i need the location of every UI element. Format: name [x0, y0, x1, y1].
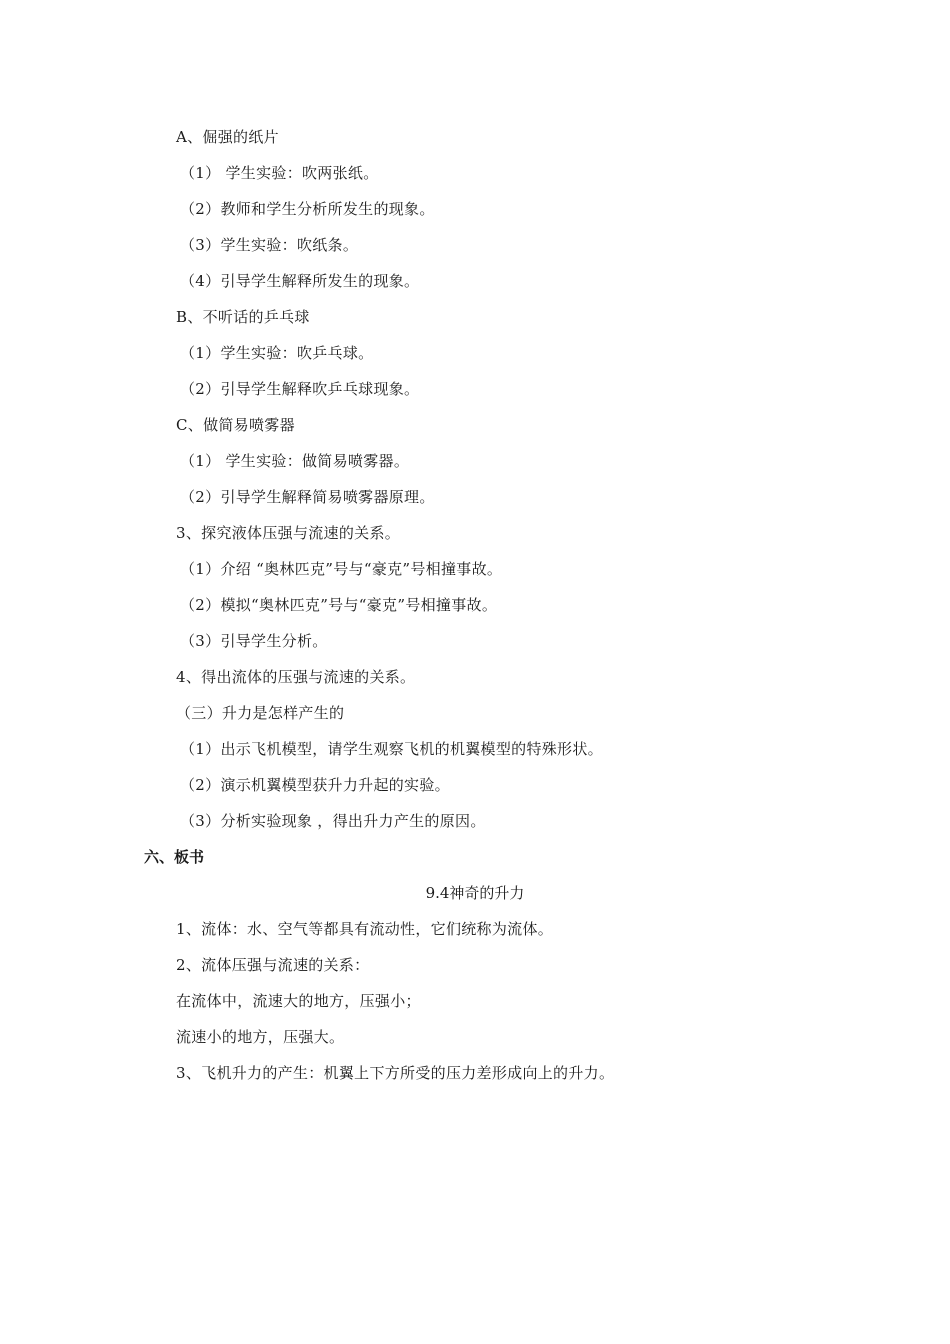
section-a-item-1: （1） 学生实验：吹两张纸。	[180, 164, 379, 182]
section-4-title: 4、得出流体的压强与流速的关系。	[176, 668, 416, 686]
section-lift-title: （三）升力是怎样产生的	[176, 704, 345, 722]
section-b-item-2: （2）引导学生解释吹乒乓球现象。	[180, 380, 420, 398]
section-3-title: 3、探究液体压强与流速的关系。	[176, 524, 401, 542]
board-line-5: 3、飞机升力的产生：机翼上下方所受的压力差形成向上的升力。	[176, 1064, 615, 1082]
section-a-title: A、倔强的纸片	[176, 128, 279, 146]
board-line-4: 流速小的地方，压强大。	[176, 1028, 345, 1046]
board-heading: 六、板书	[144, 848, 205, 866]
section-a-item-4: （4）引导学生解释所发生的现象。	[180, 272, 420, 290]
section-3-item-1: （1）介绍 “奥林匹克”号与“豪克”号相撞事故。	[180, 560, 503, 578]
section-lift-item-2: （2）演示机翼模型获升力升起的实验。	[180, 776, 450, 794]
board-line-3: 在流体中，流速大的地方，压强小；	[176, 992, 421, 1010]
board-title: 9.4神奇的升力	[425, 884, 525, 902]
section-b-item-1: （1）学生实验：吹乒乓球。	[180, 344, 374, 362]
section-c-title: C、做简易喷雾器	[176, 416, 295, 434]
section-b-title: B、不听话的乒乓球	[176, 308, 310, 326]
board-line-1: 1、流体：水、空气等都具有流动性，它们统称为流体。	[176, 920, 554, 938]
section-3-item-2: （2）模拟“奥林匹克”号与“豪克”号相撞事故。	[180, 596, 498, 614]
section-3-item-3: （3）引导学生分析。	[180, 632, 328, 650]
board-line-2: 2、流体压强与流速的关系：	[176, 956, 370, 974]
section-lift-item-1: （1）出示飞机模型，请学生观察飞机的机翼模型的特殊形状。	[180, 740, 603, 758]
section-a-item-2: （2）教师和学生分析所发生的现象。	[180, 200, 435, 218]
section-lift-item-3: （3）分析实验现象 ，得出升力产生的原因。	[180, 812, 486, 830]
section-a-item-3: （3）学生实验：吹纸条。	[180, 236, 359, 254]
section-c-item-1: （1） 学生实验：做简易喷雾器。	[180, 452, 410, 470]
section-c-item-2: （2）引导学生解释简易喷雾器原理。	[180, 488, 435, 506]
